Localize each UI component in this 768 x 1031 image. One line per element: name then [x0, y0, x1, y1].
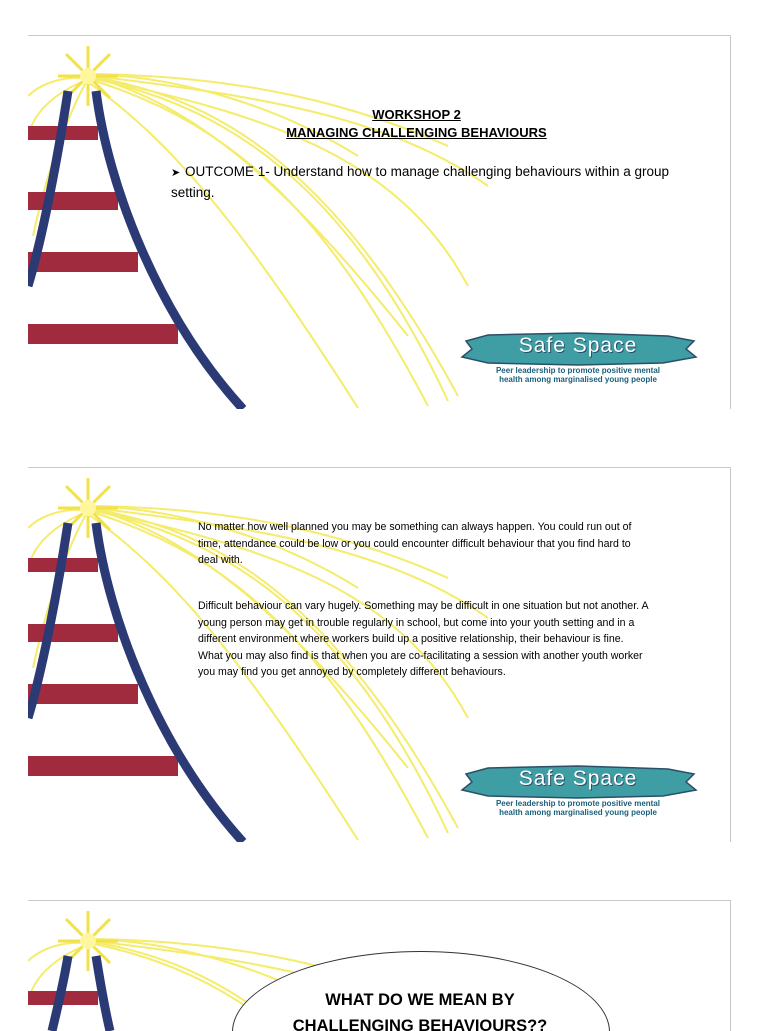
- slide-1: [28, 35, 731, 409]
- oval-line-1: WHAT DO WE MEAN BY: [325, 991, 515, 1009]
- logo-title: Safe Space: [518, 334, 638, 357]
- ladder-icon: [28, 956, 110, 1031]
- logo-tagline-1: Peer leadership to promote positive mental: [495, 366, 661, 375]
- logo-tagline-1: Peer leadership to promote positive mental: [495, 799, 661, 808]
- slide-title: [28, 106, 731, 142]
- paragraph-2: Difficult behaviour can vary hugely. Something may be difficult in one situation but not another. A young person may get in trouble regularly in school, but come into your youth setting and in a different environment where workers build up a positive relationship, their behaviour is fine. What you may also find is that when you are co-facilitating a session with another youth worker you may find you get annoyed by completely different behaviours.: [198, 600, 648, 678]
- slide-3: [28, 900, 731, 1031]
- outcome-bullet: [171, 162, 681, 202]
- ladder-icon: [28, 523, 243, 842]
- oval-question: [232, 987, 608, 1031]
- paragraph-1: No matter how well planned you may be something can always happen. You could run out of time, attendance could be low or you could encounter difficult behaviour that you find hard to deal with.: [198, 521, 632, 566]
- safe-space-logo: [458, 764, 698, 819]
- outcome-text: OUTCOME 1- Understand how to manage challenging behaviours within a group setting.: [171, 164, 670, 200]
- title-line-2: MANAGING CHALLENGING BEHAVIOURS: [286, 125, 547, 140]
- title-line-1: WORKSHOP 2: [372, 107, 461, 122]
- arrow-bullet-icon: ➤: [171, 167, 181, 179]
- oval-line-2: CHALLENGING BEHAVIOURS??: [292, 1017, 548, 1031]
- logo-tagline-2: health among marginalised young people: [499, 375, 657, 384]
- safe-space-logo: [458, 331, 698, 386]
- logo-title: Safe Space: [518, 767, 638, 790]
- slide-2: [28, 467, 731, 842]
- logo-tagline-2: health among marginalised young people: [499, 808, 657, 817]
